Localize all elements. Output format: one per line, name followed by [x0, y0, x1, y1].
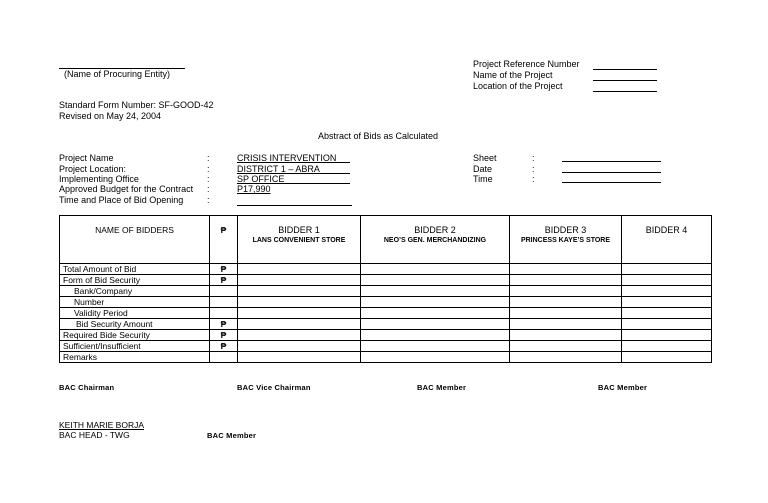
bidder-4-cell	[622, 264, 712, 275]
peso-cell: ₱	[210, 264, 238, 275]
project-ref-label: Project Reference Number	[473, 59, 580, 69]
project-location-ref-label: Location of the Project	[473, 81, 563, 91]
bidder-4-cell	[622, 275, 712, 286]
detail-time-place-line	[237, 195, 352, 206]
sheet-label: Sheet	[473, 153, 497, 163]
row-label: Validity Period	[60, 308, 210, 319]
table-row	[60, 341, 712, 352]
row-label: Sufficient/Insufficient	[60, 341, 210, 352]
detail-colon: :	[207, 195, 210, 205]
project-name-blank	[593, 70, 657, 81]
table-header-row	[60, 216, 712, 264]
detail-approved-budget-label: Approved Budget for the Contract	[59, 184, 194, 194]
bidder-1-cell	[238, 264, 361, 275]
row-label: Bid Security Amount	[60, 319, 210, 330]
bidder-3-cell	[510, 264, 622, 275]
bidder-1-cell	[238, 275, 361, 286]
bidder-2-cell	[361, 286, 510, 297]
bids-table	[59, 215, 712, 363]
revision-date: Revised on May 24, 2004	[59, 111, 162, 121]
peso-header: ₱	[210, 216, 238, 264]
sheet-colon: :	[532, 153, 535, 163]
bac-member-label: BAC Member	[598, 383, 648, 392]
time-blank	[562, 172, 661, 183]
bidder-3-cell	[510, 352, 622, 363]
bidder-2-header-cell	[361, 216, 510, 264]
row-label: Total Amount of Bid	[60, 264, 210, 275]
detail-colon: :	[207, 184, 210, 194]
detail-colon: :	[207, 153, 210, 163]
bidder-3-cell	[510, 308, 622, 319]
bidder-1-cell	[238, 308, 361, 319]
entity-signature-line	[59, 58, 185, 69]
peso-cell: ₱	[210, 275, 238, 286]
detail-colon: :	[207, 164, 210, 174]
peso-cell: ₱	[210, 341, 238, 352]
table-row	[60, 275, 712, 286]
table-row	[60, 330, 712, 341]
bidder-4-cell	[622, 308, 712, 319]
bidder-4-label: BIDDER 4	[645, 225, 688, 235]
signatory-title: BAC HEAD - TWG	[59, 430, 130, 440]
bidder-2-cell	[361, 264, 510, 275]
bac-member-label: BAC Member	[417, 383, 467, 392]
table-row	[60, 308, 712, 319]
peso-cell	[210, 308, 238, 319]
bidder-1-label: BIDDER 1	[278, 225, 320, 235]
bidder-2-cell	[361, 341, 510, 352]
detail-colon: :	[207, 174, 210, 184]
date-label: Date	[473, 164, 493, 174]
time-colon: :	[532, 174, 535, 184]
bidder-1-cell	[238, 352, 361, 363]
bidder-4-cell	[622, 319, 712, 330]
bidder-4-cell	[622, 297, 712, 308]
bidder-1-header-cell	[238, 216, 361, 264]
bac-member-label: BAC Member	[207, 431, 257, 440]
bidder-3-label: BIDDER 3	[544, 225, 587, 235]
bidder-2-cell	[361, 319, 510, 330]
table-row	[60, 352, 712, 363]
bidder-3-cell	[510, 341, 622, 352]
sheet-blank	[562, 151, 661, 162]
procuring-entity-label: (Name of Procuring Entity)	[64, 69, 171, 79]
peso-cell	[210, 297, 238, 308]
detail-project-name-label: Project Name	[59, 153, 114, 163]
bidder-2-cell	[361, 330, 510, 341]
time-label: Time	[473, 174, 493, 184]
table-body	[60, 264, 712, 363]
detail-project-location-label: Project Location:	[59, 164, 127, 174]
bidder-1-name: LANS CONVENIENT STORE	[252, 237, 346, 244]
peso-cell	[210, 352, 238, 363]
project-location-blank	[593, 81, 657, 92]
document-title: Abstract of Bids as Calculated	[318, 131, 439, 141]
row-label: Required Bide Security	[60, 330, 210, 341]
bac-chairman-label: BAC Chairman	[59, 383, 115, 392]
detail-implementing-office-line	[237, 173, 350, 184]
detail-project-location-value: DISTRICT 1 – ABRA	[237, 164, 320, 174]
row-label: Form of Bid Security	[60, 275, 210, 286]
peso-cell: ₱	[210, 319, 238, 330]
project-name-ref-label: Name of the Project	[473, 70, 553, 80]
row-label: Number	[60, 297, 210, 308]
table-row	[60, 297, 712, 308]
bidder-1-cell	[238, 341, 361, 352]
peso-cell	[210, 286, 238, 297]
name-of-bidders-header: NAME OF BIDDERS	[60, 216, 210, 264]
row-label: Bank/Company	[60, 286, 210, 297]
detail-approved-budget-value: P17,990	[237, 184, 271, 194]
bidder-4-header-cell	[622, 216, 712, 264]
bidder-2-cell	[361, 297, 510, 308]
bidder-2-label: BIDDER 2	[414, 225, 456, 235]
bidder-3-name: PRINCESS KAYE’S STORE	[520, 237, 611, 244]
detail-project-name-value: CRISIS INTERVENTION	[237, 153, 337, 163]
bidder-1-cell	[238, 330, 361, 341]
bidder-2-cell	[361, 352, 510, 363]
bidder-3-header-cell	[510, 216, 622, 264]
table-row	[60, 319, 712, 330]
form-number: Standard Form Number: SF-GOOD-42	[59, 100, 214, 110]
signatory-name: KEITH MARIE BORJA	[59, 420, 145, 430]
bidder-2-cell	[361, 308, 510, 319]
bidder-3-cell	[510, 319, 622, 330]
bidder-3-cell	[510, 286, 622, 297]
bidder-3-cell	[510, 275, 622, 286]
bidder-2-name: NEO’S GEN. MERCHANDIZING	[383, 237, 487, 244]
bidder-1-cell	[238, 286, 361, 297]
bidder-4-cell	[622, 330, 712, 341]
bidder-2-cell	[361, 275, 510, 286]
table-row	[60, 264, 712, 275]
bidder-4-cell	[622, 352, 712, 363]
bac-vice-chairman-label: BAC Vice Chairman	[237, 383, 311, 392]
detail-time-place-label: Time and Place of Bid Opening	[59, 195, 184, 205]
bidder-3-cell	[510, 330, 622, 341]
row-label: Remarks	[60, 352, 210, 363]
bidder-1-cell	[238, 297, 361, 308]
detail-project-name-line	[237, 152, 350, 163]
table-row	[60, 286, 712, 297]
date-colon: :	[532, 164, 535, 174]
project-ref-blank	[593, 59, 657, 70]
bidder-1-cell	[238, 319, 361, 330]
detail-implementing-office-label: Implementing Office	[59, 174, 139, 184]
bidder-4-cell	[622, 286, 712, 297]
bidder-3-cell	[510, 297, 622, 308]
bidder-4-cell	[622, 341, 712, 352]
peso-cell: ₱	[210, 330, 238, 341]
detail-implementing-office-value: SP OFFICE	[237, 174, 285, 184]
